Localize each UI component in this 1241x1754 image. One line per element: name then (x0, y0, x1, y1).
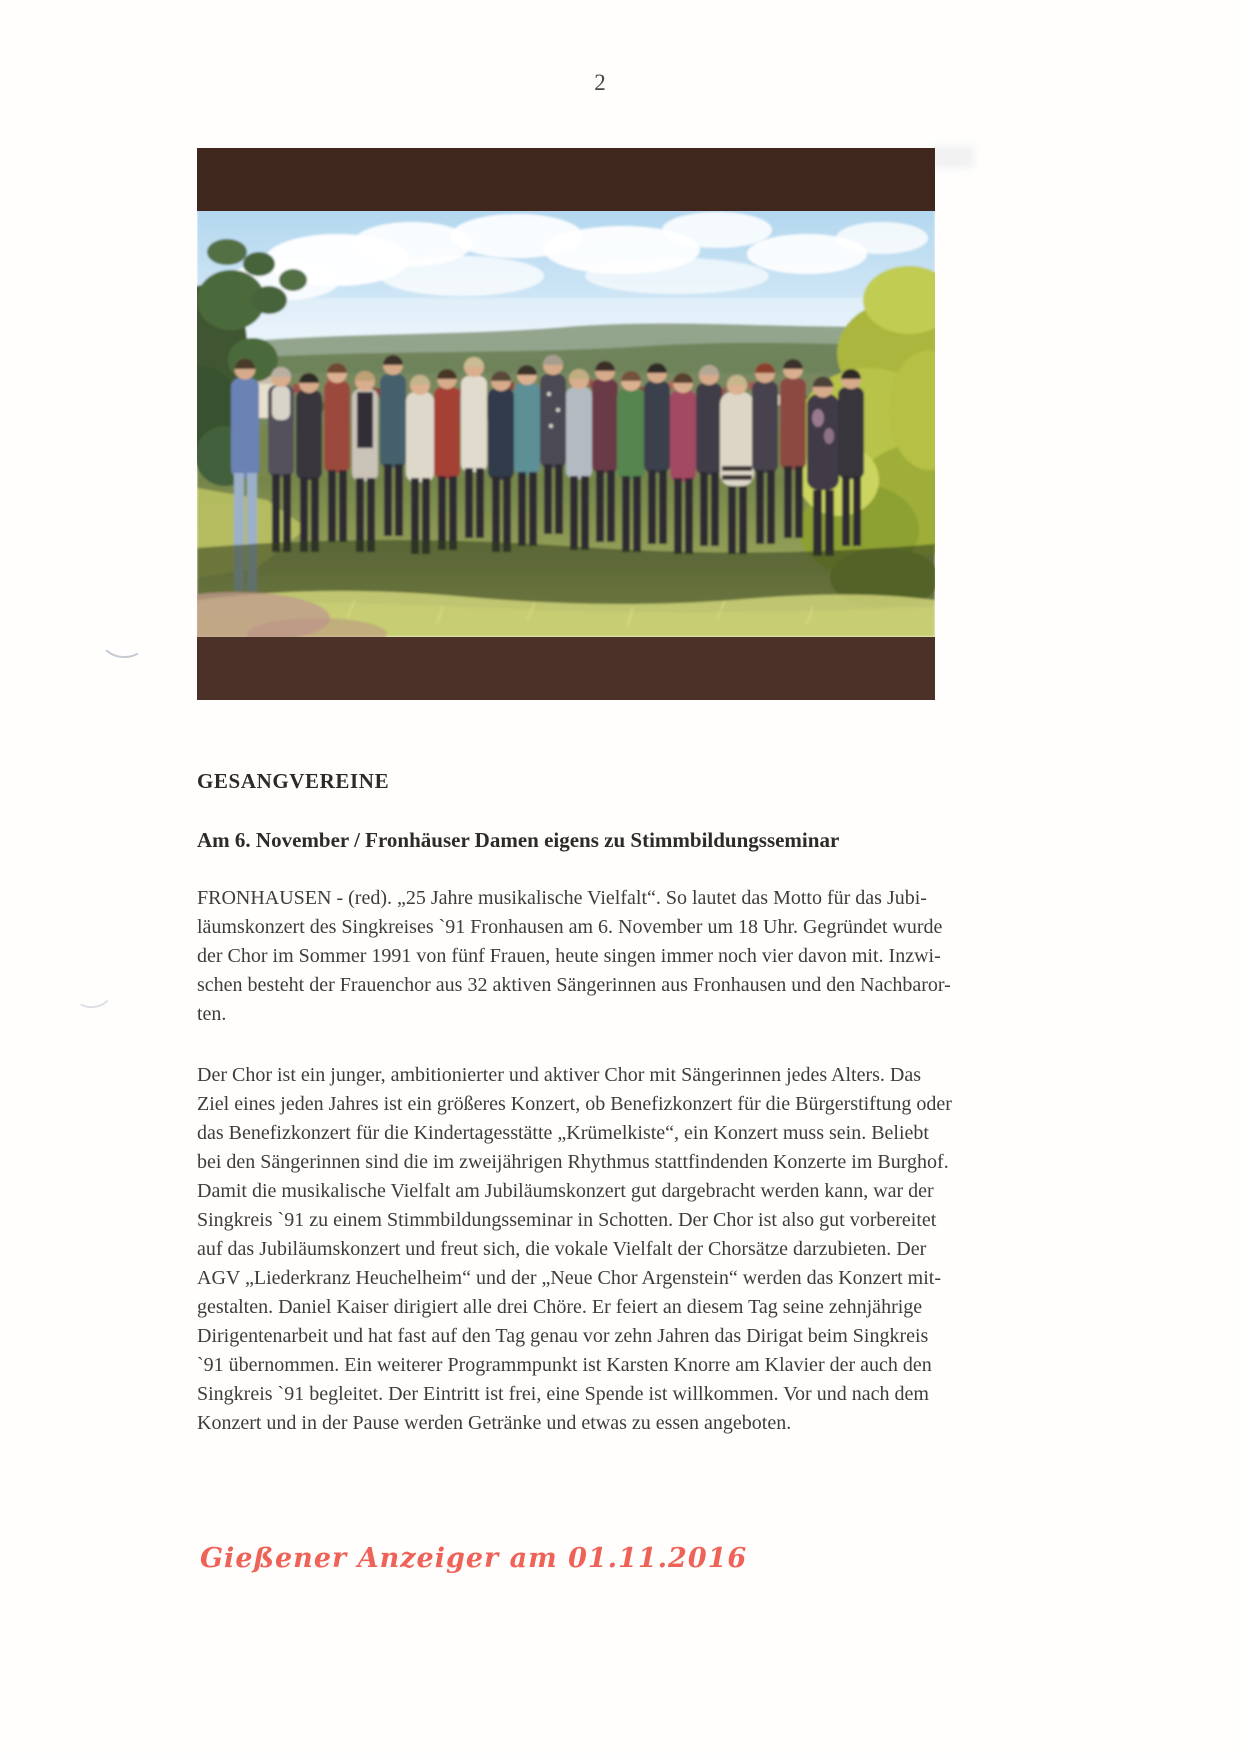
scan-artifact-smudge (932, 146, 974, 168)
text-line: auf das Jubiläumskonzert und freut sich, die vokale Vielfalt der Chorsätze darzubieten. Der (197, 1238, 927, 1260)
text-line: Ziel eines jeden Jahres ist ein größeres Konzert, ob Benefizkonzert für die Bürgerstiftung oder (197, 1093, 952, 1115)
choir-group-photo (197, 148, 935, 700)
text-line: das Benefizkonzert für die Kindertagesstätte „Krümelkiste“, ein Konzert muss sein. Beliebt (197, 1122, 929, 1144)
paragraph-2 (197, 1061, 952, 1438)
text-line: `91 übernommen. Ein weiterer Programmpunkt ist Karsten Knorre am Klavier der auch den (197, 1354, 932, 1376)
text-line: ten. (197, 1003, 227, 1025)
text-line: gestalten. Daniel Kaiser dirigiert alle drei Chöre. Er feiert an diesem Tag seine zehnjährige (197, 1296, 923, 1318)
scan-artifact-arc (99, 624, 146, 660)
text-line: schen besteht der Frauenchor aus 32 aktiven Sängerinnen aus Fronhausen und den Nachbaror- (197, 974, 951, 996)
paragraph-1 (197, 884, 951, 1029)
choir-photo-graphic (197, 148, 935, 700)
page-number: 2 (594, 70, 606, 95)
text-line: FRONHAUSEN - (red). „25 Jahre musikalische Vielfalt“. So lautet das Motto für das Jubi- (197, 887, 927, 909)
article-headline: Am 6. November / Fronhäuser Damen eigens zu Stimmbildungsseminar (197, 828, 840, 852)
text-line: der Chor im Sommer 1991 von fünf Frauen, heute singen immer noch vier davon mit. Inzwi- (197, 945, 941, 967)
photo-band-texture (197, 148, 935, 211)
text-line: Damit die musikalische Vielfalt am Jubiläumskonzert gut dargebracht werden kann, war der (197, 1180, 934, 1202)
photo-band-texture (197, 637, 935, 700)
text-line: läumskonzert des Singkreises `91 Fronhausen am 6. November um 18 Uhr. Gegründet wurde (197, 916, 943, 938)
text-line: Singkreis `91 begleitet. Der Eintritt ist frei, eine Spende ist willkommen. Vor und nach dem (197, 1383, 929, 1405)
text-line: Dirigentenarbeit und hat fast auf den Tag genau vor zehn Jahren das Dirigat beim Singkreis (197, 1325, 929, 1347)
text-line: AGV „Liederkranz Heuchelheim“ und der „Neue Chor Argenstein“ werden das Konzert mit- (197, 1267, 941, 1289)
text-line: Konzert und in der Pause werden Getränke und etwas zu essen angeboten. (197, 1412, 792, 1434)
scan-artifact-arc (72, 977, 114, 1010)
section-heading: GESANGVEREINE (197, 769, 390, 793)
text-line: Der Chor ist ein junger, ambitionierter und aktiver Chor mit Sängerinnen jedes Alters. Das (197, 1064, 922, 1086)
source-annotation: Gießener Anzeiger am 01.11.2016 (200, 1543, 748, 1574)
text-line: Singkreis `91 zu einem Stimmbildungsseminar in Schotten. Der Chor ist also gut vorbereitet (197, 1209, 937, 1231)
text-line: bei den Sängerinnen sind die im zweijährigen Rhythmus stattfindenden Konzerte im Burghof. (197, 1151, 949, 1173)
photo-scene (197, 208, 935, 650)
